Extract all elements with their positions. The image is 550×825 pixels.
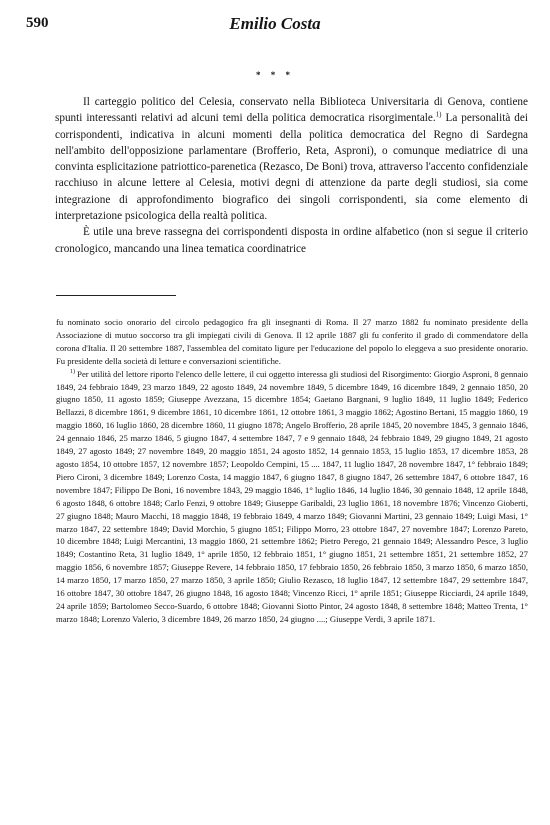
body-text [55,94,528,257]
paragraph-1-text-b: La personalità dei corrispondenti, indicativa in alcuni momenti della politica democratica del Regno di Sardegna nell'ambito dell'opposizione parlamentare (Brofferio, Reta, Asproni), o comunque mediatrice di una convinta esplicitazione patriottico-parenetica (Rezasco, De Boni) trova, attraverso l'accento confidenziale racchiuso in alcune lettere al Celesia, motivi degni di attenzione da parte degli studiosi, sia come integrazione di approfondimento biografico dei singoli corrispondenti, sia come elemento di interpretazione psicologica della realtà politica. [55,112,528,223]
footnote-reference: 1) [435,110,442,119]
footnote-1 [56,368,528,626]
footnote-continuation: fu nominato socio onorario del circolo pedagogico fra gli insegnanti di Roma. Il 27 marzo 1882 fu nominato presidente della Associazione di mutuo soccorso tra gli impiegati civili di Genova. Il 12 aprile 1887 gli fu conferito il grado di commendatore della corona d'Italia. Il 20 settembre 1887, l'assemblea del comitato ligure per l'educazione del popolo lo eleggeva a suo presidente onorario. Fu presidente della società di letture e conversazioni scientifiche. [56,317,528,366]
footnotes [56,316,528,626]
paragraph-1 [55,94,528,224]
paragraph-1-text-a: Il carteggio politico del Celesia, conservato nella Biblioteca Universitaria di Genova, contiene spunti interessanti relativi ad alcuni temi della politica democratica risorgimentale. [55,96,528,125]
footnote-1-text: Per utilità del lettore riporto l'elenco delle lettere, il cui oggetto interessa gli studiosi del Risorgimento: Giorgio Asproni, 8 gennaio 1849, 24 febbraio 1849, 23 marzo 1849, 22 agosto 1849, 24 novembre 1849, 5 dicembre 1849, 16 dicembre 1849, 2 gennaio 1850, 20 giugno 1850, 11 agosto 1859; Giuseppe Avezzana, 15 dicembre 1854; Gaetano Bargnani, 9 luglio 1849, 11 luglio 1849; Federico Bellazzi, 8 dicembre 1861, 9 dicembre 1861, 10 dicembre 1861, 12 ottobre 1861, 3 maggio 1862; Agostino Bertani, 15 maggio 1860, 19 maggio 1860, 16 luglio 1860, 28 dicembre 1860, 11 giugno 1878; Angelo Brofferio, 28 aprile 1845, 20 novembre 1845, 3 gennaio 1846, 24 gennaio 1846, 25 marzo 1846, 5 giugno 1847, 4 settembre 1847, 7 e 9 gennaio 1848, 24 febbraio 1849, 29 giugno 1849, 21 agosto 1849, 27 agosto 1849; 27 novembre 1849, 20 maggio 1851, 24 agosto 1852, 14 gennaio 1853, 15 luglio 1853, 17 dicembre 1853, 28 agosto 1854, 10 ottobre 1857, 12 novembre 1857; Leopoldo Cempini, 15 .... 1847, 11 luglio 1847, 28 novembre 1847, 1° febbraio 1849; Piero Cironi, 3 dicembre 1849; Lorenzo Costa, 14 maggio 1847, 6 giugno 1847, 8 giugno 1847, 26 settembre 1847, 6 ottobre 1847, 16 novembre 1847; Filippo De Boni, 16 novembre 1843, 29 maggio 1846, 1° luglio 1846, 14 luglio 1846, 30 gennaio 1848, 12 aprile 1848, 6 agosto 1848, 6 ottobre 1848; Carlo Fenzi, 9 ottobre 1849; Giuseppe Garibaldi, 23 luglio 1861, 18 novembre 1876; Vincenzo Gioberti, 27 giugno 1848; Mauro Macchi, 18 maggio 1848, 19 febbraio 1849, 4 marzo 1849; Giovanni Martini, 23 gennaio 1849; Luigi Masi, 1° marzo 1847, 22 settembre 1849; David Morchio, 5 giugno 1851; Filippo Morro, 23 ottobre 1847, 27 novembre 1847; Lorenzo Pareto, 10 dicembre 1848; Luigi Mercantini, 13 maggio 1860, 21 settembre 1862; Pietro Perego, 21 gennaio 1849; Alessandro Pesce, 3 luglio 1849; Costantino Reta, 31 luglio 1849, 1° aprile 1850, 12 febbraio 1851, 1° giugno 1851, 21 settembre 1851, 21 settembre 1852, 27 maggio 1856, 6 novembre 1857; Giuseppe Revere, 14 febbraio 1850, 17 febbraio 1850, 26 febbraio 1850, 3 marzo 1850, 6 marzo 1850, 14 marzo 1850, 17 marzo 1850, 27 marzo 1850, 3 aprile 1850; Giulio Rezasco, 18 luglio 1847, 12 settembre 1847, 29 settembre 1847, 16 ottobre 1847, 30 ottobre 1847, 26 giugno 1848, 16 agosto 1848; Vincenzo Ricci, 1° aprile 1851; Giuseppe Ricciardi, 24 aprile 1849, 24 aprile 1859; Bartolomeo Secco-Suardo, 6 ottobre 1848; Giovanni Siotto Pintor, 24 agosto 1848, 8 settembre 1848; Matteo Trenta, 1° marzo 1848; Lorenzo Valerio, 3 dicembre 1849, 26 marzo 1850, 24 giugno ....; Giuseppe Verdi, 3 aprile 1871. [56,368,528,624]
section-separator: * * * [256,70,294,80]
footnote-marker: 1) [70,368,75,375]
page-number: 590 [26,15,49,31]
footnote-rule [56,295,176,296]
running-title: Emilio Costa [229,14,321,33]
paragraph-2: È utile una breve rassegna dei corrispondenti disposta in ordine alfabetico (non si segue il criterio cronologico, mancando una linea tematica coordinatrice [55,226,528,255]
